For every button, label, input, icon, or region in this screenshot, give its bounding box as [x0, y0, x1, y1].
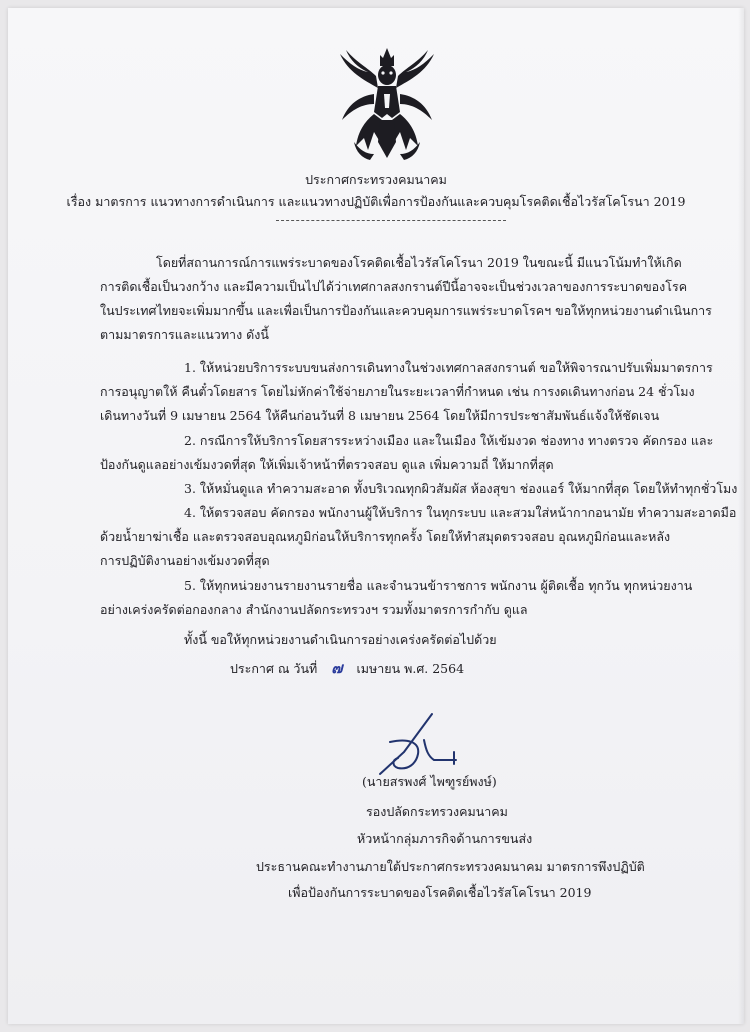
measure-item-1-line: การอนุญาตให้ คืนตั๋วโดยสาร โดยไม่หักค่าใช้จ่ายภายในระยะเวลาที่กำหนด เช่น การงดเดินทางก่อน 24 ชั่วโมง — [100, 384, 695, 399]
measure-item-1-line: เดินทางวันที่ 9 เมษายน 2564 ให้คืนก่อนวันที่ 8 เมษายน 2564 โดยให้มีการประชาสัมพันธ์แจ้งให้ชัดเจน — [100, 408, 660, 423]
measure-item-2-line: ป้องกันดูแลอย่างเข้มงวดที่สุด ให้เพิ่มเจ้าหน้าที่ตรวจสอบ ดูแล เพิ่มความถี่ ให้มากที่สุด — [100, 457, 554, 472]
garuda-emblem-icon — [334, 46, 440, 162]
measure-item-2-line: 2. กรณีการให้บริการโดยสารระหว่างเมือง และในเมือง ให้เข้มงวด ช่องทาง ทางตรวจ คัดกรอง และ — [184, 433, 714, 448]
measure-item-5-line: 5. ให้ทุกหน่วยงานรายงานรายชื่อ และจำนวนข้าราชการ พนักงาน ผู้ติดเชื้อ ทุกวัน ทุกหน่วยงาน — [184, 578, 693, 593]
intro-line: การติดเชื้อเป็นวงกว้าง และมีความเป็นไปได้ว่าเทศกาลสงกรานต์ปีนี้อาจจะเป็นช่วงเวลาของการระบาดของโรค — [100, 279, 688, 294]
announcement-title: ประกาศกระทรวงคมนาคม — [305, 172, 447, 187]
signatory-position: ประธานคณะทำงานภายใต้ประกาศกระทรวงคมนาคม มาตรการพึงปฏิบัติ — [256, 859, 645, 874]
date-prefix: ประกาศ ณ วันที่ — [230, 661, 318, 676]
signatory-position: รองปลัดกระทรวงคมนาคม — [366, 804, 508, 819]
intro-line: ในประเทศไทยจะเพิ่มมากขึ้น และเพื่อเป็นการป้องกันและควบคุมการแพร่ระบาดโรคฯ ขอให้ทุกหน่วยงานดำเนินการ — [100, 303, 712, 318]
title-divider — [276, 220, 506, 221]
date-month-year: เมษายน พ.ศ. 2564 — [356, 661, 465, 676]
signatory-position: หัวหน้ากลุ่มภารกิจด้านการขนส่ง — [357, 831, 533, 846]
measure-item-1-line: 1. ให้หน่วยบริการระบบขนส่งการเดินทางในช่วงเทศกาลสงกรานต์ ขอให้พิจารณาปรับเพิ่มมาตรการ — [184, 360, 713, 375]
intro-line: โดยที่สถานการณ์การแพร่ระบาดของโรคติดเชื้อไวรัสโคโรนา 2019 ในขณะนี้ มีแนวโน้มทำให้เกิด — [156, 255, 682, 270]
closing-statement: ทั้งนี้ ขอให้ทุกหน่วยงานดำเนินการอย่างเคร่งครัดต่อไปด้วย — [184, 632, 497, 647]
signatory-position: เพื่อป้องกันการระบาดของโรคติดเชื้อไวรัสโคโรนา 2019 — [288, 885, 592, 900]
document-page — [8, 8, 744, 1024]
measure-item-5-line: อย่างเคร่งครัดต่อกองกลาง สำนักงานปลัดกระทรวงฯ รวมทั้งมาตรการกำกับ ดูแล — [100, 602, 528, 617]
measure-item-4-line: 4. ให้ตรวจสอบ คัดกรอง พนักงานผู้ให้บริการ ในทุกระบบ และสวมใส่หน้ากากอนามัย ทำความสะอาดมือ — [184, 505, 737, 520]
date-day-handwritten: ๗ — [331, 659, 343, 677]
page-edge-shadow — [738, 8, 744, 1024]
measure-item-4-line: ด้วยน้ำยาฆ่าเชื้อ และตรวจสอบอุณหภูมิก่อนให้บริการทุกครั้ง โดยให้ทำสมุดตรวจสอบ อุณหภูมิก่อนและหลัง — [100, 529, 671, 544]
signatory-name: (นายสรพงศ์ ไพฑูรย์พงษ์) — [362, 774, 497, 789]
intro-line: ตามมาตรการและแนวทาง ดังนี้ — [100, 327, 269, 342]
measure-item-4-line: การปฏิบัติงานอย่างเข้มงวดที่สุด — [100, 553, 270, 568]
signature-icon — [368, 708, 498, 776]
announcement-date — [230, 660, 464, 677]
measure-item-3-line: 3. ให้หมั่นดูแล ทำความสะอาด ทั้งบริเวณทุกผิวสัมผัส ห้องสุขา ช่องแอร์ ให้มากที่สุด โดยให้ทำทุกชั่วโมง — [184, 481, 738, 496]
subject-line: เรื่อง มาตรการ แนวทางการดำเนินการ และแนวทางปฏิบัติเพื่อการป้องกันและควบคุมโรคติดเชื้อไวรัสโคโรนา 2019 — [66, 194, 686, 209]
